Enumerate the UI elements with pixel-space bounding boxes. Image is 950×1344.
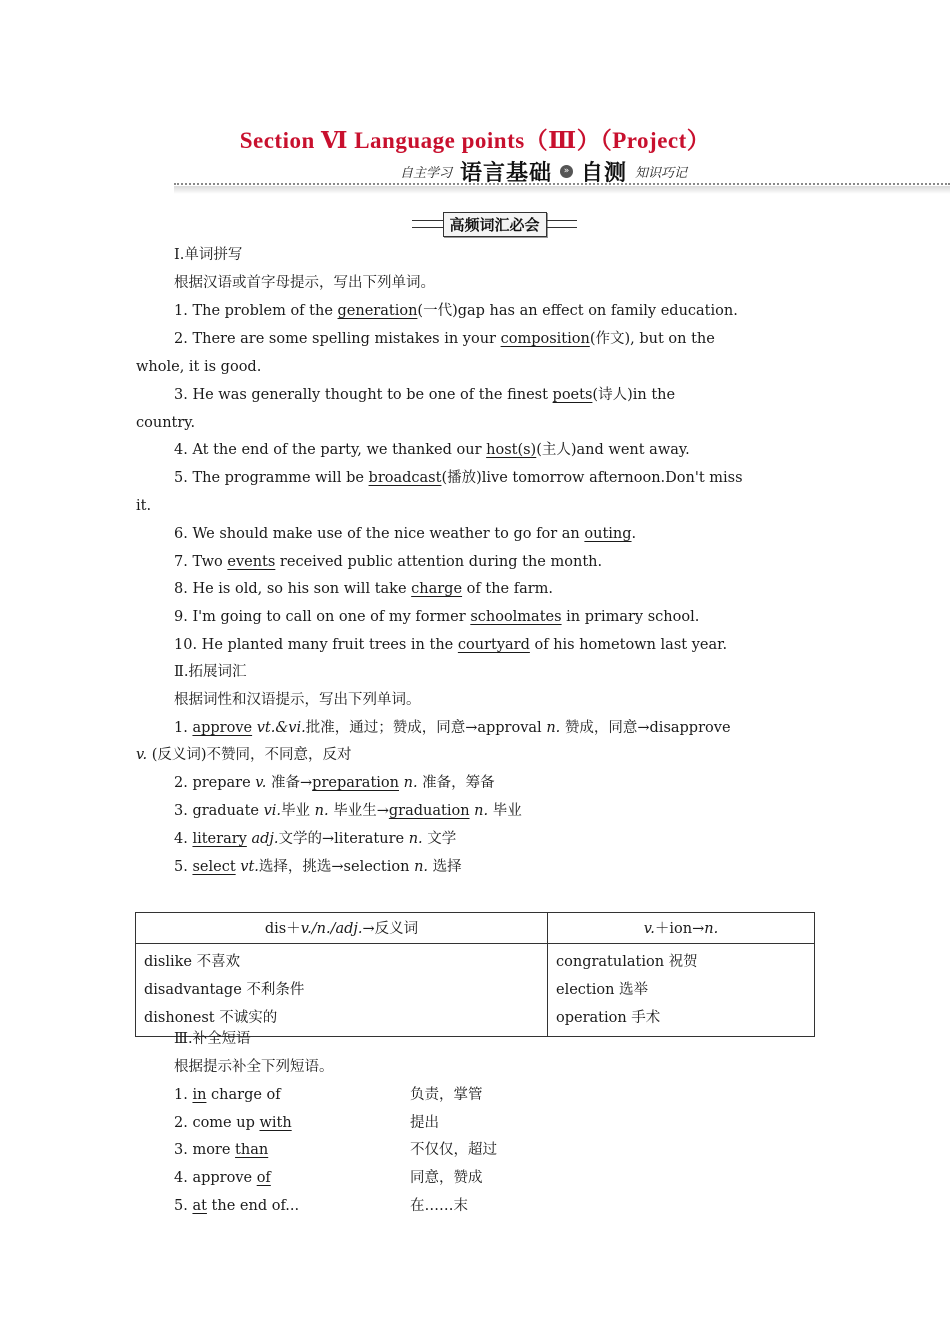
table-header-left: dis＋v./n./adj.→反义词 <box>136 913 548 944</box>
phrase-meaning: 负责，掌管 <box>410 1087 483 1103</box>
phrase-item: 3. more than <box>174 1142 269 1158</box>
part2-heading: Ⅱ.拓展词汇 <box>174 664 247 680</box>
answer: events <box>227 554 276 570</box>
answer: in <box>192 1087 207 1103</box>
list-item: 10. He planted many fruit trees in the courtyard of his hometown last year. <box>174 637 728 653</box>
phrase-item: 4. approve of <box>174 1170 271 1186</box>
answer: at <box>192 1198 207 1214</box>
answer: composition <box>500 331 590 347</box>
banner-main-label-2: 自测 <box>581 160 628 186</box>
list-item: 5. The programme will be broadcast(播放)live tomorrow afternoon.Don't miss <box>174 470 743 486</box>
banner-main-label-1: 语言基础 <box>460 160 553 186</box>
banner-divider <box>174 183 950 185</box>
table-entry: disadvantage 不利条件 <box>144 982 305 998</box>
part1-instruction: 根据汉语或首字母提示，写出下列单词。 <box>174 275 435 291</box>
section-rule-left <box>412 220 443 228</box>
part3-heading: Ⅲ.补全短语 <box>174 1031 251 1047</box>
banner-left-label: 自主学习 <box>400 165 453 181</box>
list-item: 4. literary adj.文学的→literature n. 文学 <box>174 831 457 847</box>
answer: courtyard <box>457 637 530 653</box>
answer: select <box>192 859 236 875</box>
table-row <box>136 944 815 1037</box>
double-arrow-icon: » <box>560 165 573 178</box>
phrase-meaning: 提出 <box>410 1115 439 1131</box>
answer: than <box>235 1142 269 1158</box>
list-item-continuation: it. <box>136 498 152 514</box>
phrase-meaning: 同意，赞成 <box>410 1170 483 1186</box>
answer: graduation <box>388 803 470 819</box>
phrase-item: 2. come up with <box>174 1115 292 1131</box>
answer: approve <box>192 720 253 736</box>
table-entry: election 选举 <box>556 982 649 998</box>
table-entry: dislike 不喜欢 <box>144 954 241 970</box>
section-label-text: 高频词汇必会 <box>443 212 547 237</box>
banner-right-label: 知识巧记 <box>635 165 688 181</box>
table-entry: operation 手术 <box>556 1010 661 1026</box>
list-item: 5. select vt.选择，挑选→selection n. 选择 <box>174 859 462 875</box>
answer: with <box>259 1115 292 1131</box>
list-item: 1. approve vt.&vi.批准，通过；赞成，同意→approval n. 赞成，同意→disapprove <box>174 720 731 736</box>
table-cell-right <box>548 944 815 1037</box>
answer: poets <box>552 387 593 403</box>
list-item-continuation: whole, it is good. <box>136 359 262 375</box>
table-cell-left <box>136 944 548 1037</box>
phrase-meaning: 不仅仅，超过 <box>410 1142 497 1158</box>
answer: broadcast <box>368 470 442 486</box>
section-label <box>412 210 577 238</box>
answer: outing <box>584 526 632 542</box>
answer: schoolmates <box>470 609 562 625</box>
list-item: 7. Two events received public attention during the month. <box>174 554 603 570</box>
list-item-continuation: v. (反义词)不赞同，不同意，反对 <box>136 747 352 763</box>
phrase-meaning: 在……末 <box>410 1198 468 1214</box>
part1-heading: Ⅰ.单词拼写 <box>174 247 243 263</box>
phrase-item: 5. at the end of... <box>174 1198 300 1214</box>
list-item: 1. The problem of the generation(一代)gap has an effect on family education. <box>174 303 738 319</box>
list-item: 9. I'm going to call on one of my former schoolmates in primary school. <box>174 609 700 625</box>
list-item: 6. We should make use of the nice weather to go for an outing. <box>174 526 637 542</box>
answer: preparation <box>312 775 399 791</box>
section-rule-right <box>547 220 578 228</box>
list-item: 2. prepare v. 准备→preparation n. 准备，筹备 <box>174 775 495 791</box>
table-entry: congratulation 祝贺 <box>556 954 698 970</box>
list-item: 2. There are some spelling mistakes in your composition(作文), but on the <box>174 331 715 347</box>
page-title: Section Ⅵ Language points（Ⅲ）（Project） <box>239 128 711 153</box>
table-header-row <box>136 913 815 944</box>
answer: generation <box>337 303 418 319</box>
word-formation-table <box>135 912 815 1037</box>
list-item: 4. At the end of the party, we thanked our host(s)(主人)and went away. <box>174 442 690 458</box>
list-item-continuation: country. <box>136 415 196 431</box>
answer: charge <box>411 581 463 597</box>
list-item: 3. graduate vi.毕业 n. 毕业生→graduation n. 毕业 <box>174 803 522 819</box>
list-item: 8. He is old, so his son will take charge of the farm. <box>174 581 554 597</box>
answer: of <box>256 1170 271 1186</box>
table-entry: dishonest 不诚实的 <box>144 1010 278 1026</box>
list-item: 3. He was generally thought to be one of the finest poets(诗人)in the <box>174 387 676 403</box>
banner-shadow <box>174 186 950 194</box>
table-header-right: v.＋ion→n. <box>548 913 815 944</box>
part2-instruction: 根据词性和汉语提示，写出下列单词。 <box>174 692 421 708</box>
part3-instruction: 根据提示补全下列短语。 <box>174 1059 334 1075</box>
phrase-item: 1. in charge of <box>174 1087 281 1103</box>
answer: literary <box>192 831 247 847</box>
answer: host(s) <box>486 442 537 458</box>
